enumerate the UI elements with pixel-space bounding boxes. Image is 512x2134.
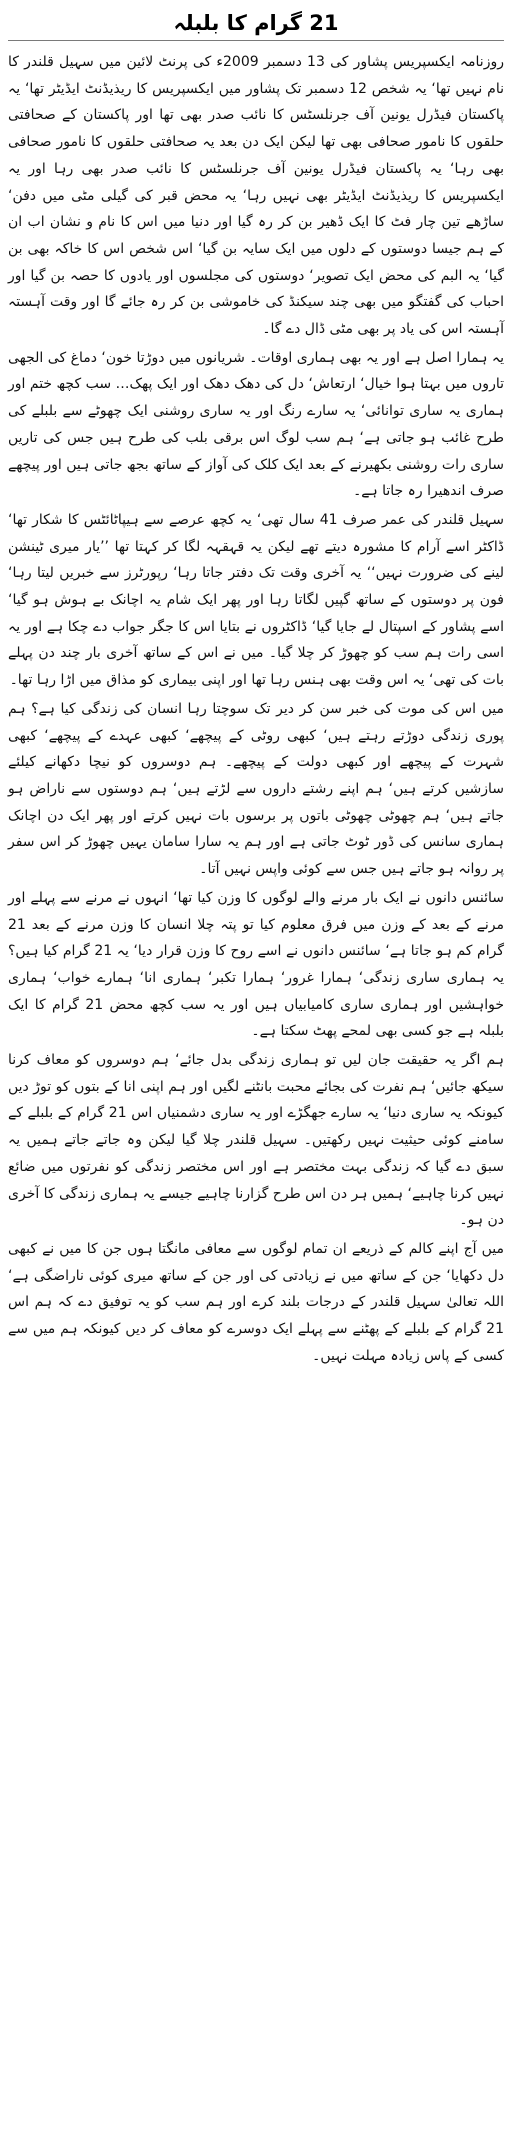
paragraph-6: ہم اگر یہ حقیقت جان لیں تو ہماری زندگی بدل جائے‘ ہم دوسروں کو معاف کرنا سیکھ جائیں‘ ہم نفرت کی بجائے محبت بانٹنے لگیں اور ہم اپنی انا کے بتوں کو توڑ دیں کیونکہ یہ ساری دنیا‘ یہ سارے جھگڑے اور یہ ساری دشمنیاں اس 21 گرام کے بلبلے کے سامنے کوئی حیثیت نہیں رکھتیں۔ سہیل قلندر چلا گیا لیکن وہ جاتے جاتے ہمیں یہ سبق دے گیا کہ زندگی بہت مختصر ہے اور اس مختصر زندگی کو نفرتوں میں ضائع نہیں کرنا چاہیے‘ ہمیں ہر دن اس طرح گزارنا چاہیے جیسے یہ ہماری زندگی کا آخری دن ہو۔	[8, 1052, 505, 1229]
paragraph-5: سائنس دانوں نے ایک بار مرنے والے لوگوں کا وزن کیا تھا‘ انہوں نے مرنے سے پہلے اور مرنے کے بعد کے وزن میں فرق معلوم کیا تو پتہ چلا انسان کا وزن مرنے کے بعد 21 گرام کم ہو جاتا ہے‘ سائنس دانوں نے اسے روح کا وزن قرار دیا‘ یہ 21 گرام کیا ہیں؟ یہ ہماری ساری زندگی‘ ہمارا غرور‘ ہمارا تکبر‘ ہماری انا‘ ہمارے خواب‘ ہماری خواہشیں اور ہماری ساری کامیابیاں ہیں اور یہ سب کچھ محض 21 گرام کا ایک بلبلہ ہے جو کسی بھی لمحے پھٹ سکتا ہے۔	[8, 889, 505, 1040]
title-divider	[8, 40, 504, 41]
paragraph-3: سہیل قلندر کی عمر صرف 41 سال تھی‘ یہ کچھ عرصے سے ہیپاٹائٹس کا شکار تھا‘ ڈاکٹر اسے آرام کا مشورہ دیتے تھے لیکن یہ قہقہہ لگا کر کہتا تھا ’’یار میری ٹینشن لینے کی ضرورت نہیں‘‘ یہ آخری وقت تک دفتر جاتا رہا‘ رپورٹرز سے خبریں لیتا رہا‘ فون پر دوستوں کے ساتھ گپیں لگاتا رہا اور پھر ایک شام یہ اچانک بے ہوش ہو گیا‘ اسے پشاور کے اسپتال لے جایا گیا‘ ڈاکٹروں نے بتایا اس کا جگر جواب دے چکا ہے اور یہ اسی رات ہم سب کو چھوڑ کر چلا گیا۔ میں نے اس کے ساتھ آخری بار چند دن پہلے بات کی تھی‘ یہ اس وقت بھی ہنس رہا تھا اور اپنی بیماری کو مذاق میں اڑا رہا تھا۔	[8, 511, 504, 689]
paragraph-4: میں اس کی موت کی خبر سن کر دیر تک سوچتا رہا انسان کی زندگی کیا ہے؟ ہم پوری زندگی دوڑتے رہتے ہیں‘ کبھی روٹی کے پیچھے‘ کبھی عہدے کے پیچھے‘ کبھی شہرت کے پیچھے اور کبھی دولت کے پیچھے۔ ہم دوسروں کو نیچا دکھانے کیلئے سازشیں کرتے ہیں‘ ہم اپنے رشتے داروں سے لڑتے ہیں‘ ہم دوستوں سے ناراض ہو جاتے ہیں‘ ہم چھوٹی چھوٹی باتوں پر برسوں بات نہیں کرتے اور پھر ایک دن اچانک ہماری سانس کی ڈور ٹوٹ جاتی ہے اور ہم یہ سارا سامان یہیں چھوڑ کر اس سفر پر روانہ ہو جاتے ہیں جس سے کوئی واپس نہیں آتا۔	[8, 700, 504, 878]
column-body	[8, 49, 504, 1369]
paragraph-2: یہ ہمارا اصل ہے اور یہ بھی ہماری اوقات۔ شریانوں میں دوڑتا خون‘ دماغ کی الجھی تاروں میں بہتا ہوا خیال‘ ارتعاش‘ دل کی دھک دھک اور ایک پھک… سب کچھ ختم اور ہماری یہ ساری توانائی‘ یہ سارے رنگ اور یہ ساری روشنی ایک چھوٹے سے بلبلے کی طرح غائب ہو جاتی ہے‘ ہم سب لوگ اس برقی بلب کی طرح ہیں جس کی تاریں ساری رات روشنی بکھیرنے کے بعد ایک کلک کی آواز کے ساتھ بجھ جاتی ہیں اور پیچھے صرف اندھیرا رہ جاتا ہے۔	[8, 349, 504, 500]
column-title: 21 گرام کا بلبلہ	[173, 11, 339, 35]
paragraph-7: میں آج اپنے کالم کے ذریعے ان تمام لوگوں سے معافی مانگتا ہوں جن کا میں نے کبھی دل دکھایا‘ جن کے ساتھ میں نے زیادتی کی اور جن کے ساتھ میری کوئی ناراضگی ہے‘ اللہ تعالیٰ سہیل قلندر کے درجات بلند کرے اور ہم سب کو یہ توفیق دے کہ ہم اس 21 گرام کے بلبلے کے پھٹنے سے پہلے ایک دوسرے کو معاف کر دیں کیونکہ ہم میں سے کسی کے پاس زیادہ مہلت نہیں۔	[8, 1240, 504, 1364]
paragraph-1: روزنامہ ایکسپریس پشاور کی 13 دسمبر 2009ء کی پرنٹ لائین میں سہیل قلندر کا نام نہیں تھا‘ یہ شخص 12 دسمبر تک پشاور میں ایکسپریس کا ریذیڈنٹ ایڈیٹر تھا‘ یہ پاکستان فیڈرل یونین آف جرنلسٹس کا نائب صدر بھی تھا اور پاکستان کے صحافتی حلقوں کا نامور صحافی بھی تھا لیکن ایک دن بعد یہ صحافتی حلقوں کا نامور صحافی بھی رہا‘ یہ پاکستان فیڈرل یونین آف جرنلسٹس کا نائب صدر بھی رہا اور یہ ایکسپریس کا ریذیڈنٹ ایڈیٹر بھی نہیں رہا‘ یہ محض قبر کی گیلی مٹی میں دفن‘ ساڑھے تین چار فٹ کا ایک ڈھیر بن کر رہ گیا اور دنیا میں اس کا نام و نشان اب ان کے ہم جیسا دوستوں کے دلوں میں ایک سایہ بن گیا‘ اس شخص اس کا خاکہ بھی بن گیا‘ یہ البم کی محض ایک تصویر‘ دوستوں کی مجلسوں اور یادوں کا حصہ بن گیا اور احباب کی گفتگو میں بھی چند سیکنڈ کی خاموشی بن کر رہ جائے گا اور وقت آہستہ آہستہ اس کی یاد پر بھی مٹی ڈال دے گا۔	[8, 54, 504, 338]
